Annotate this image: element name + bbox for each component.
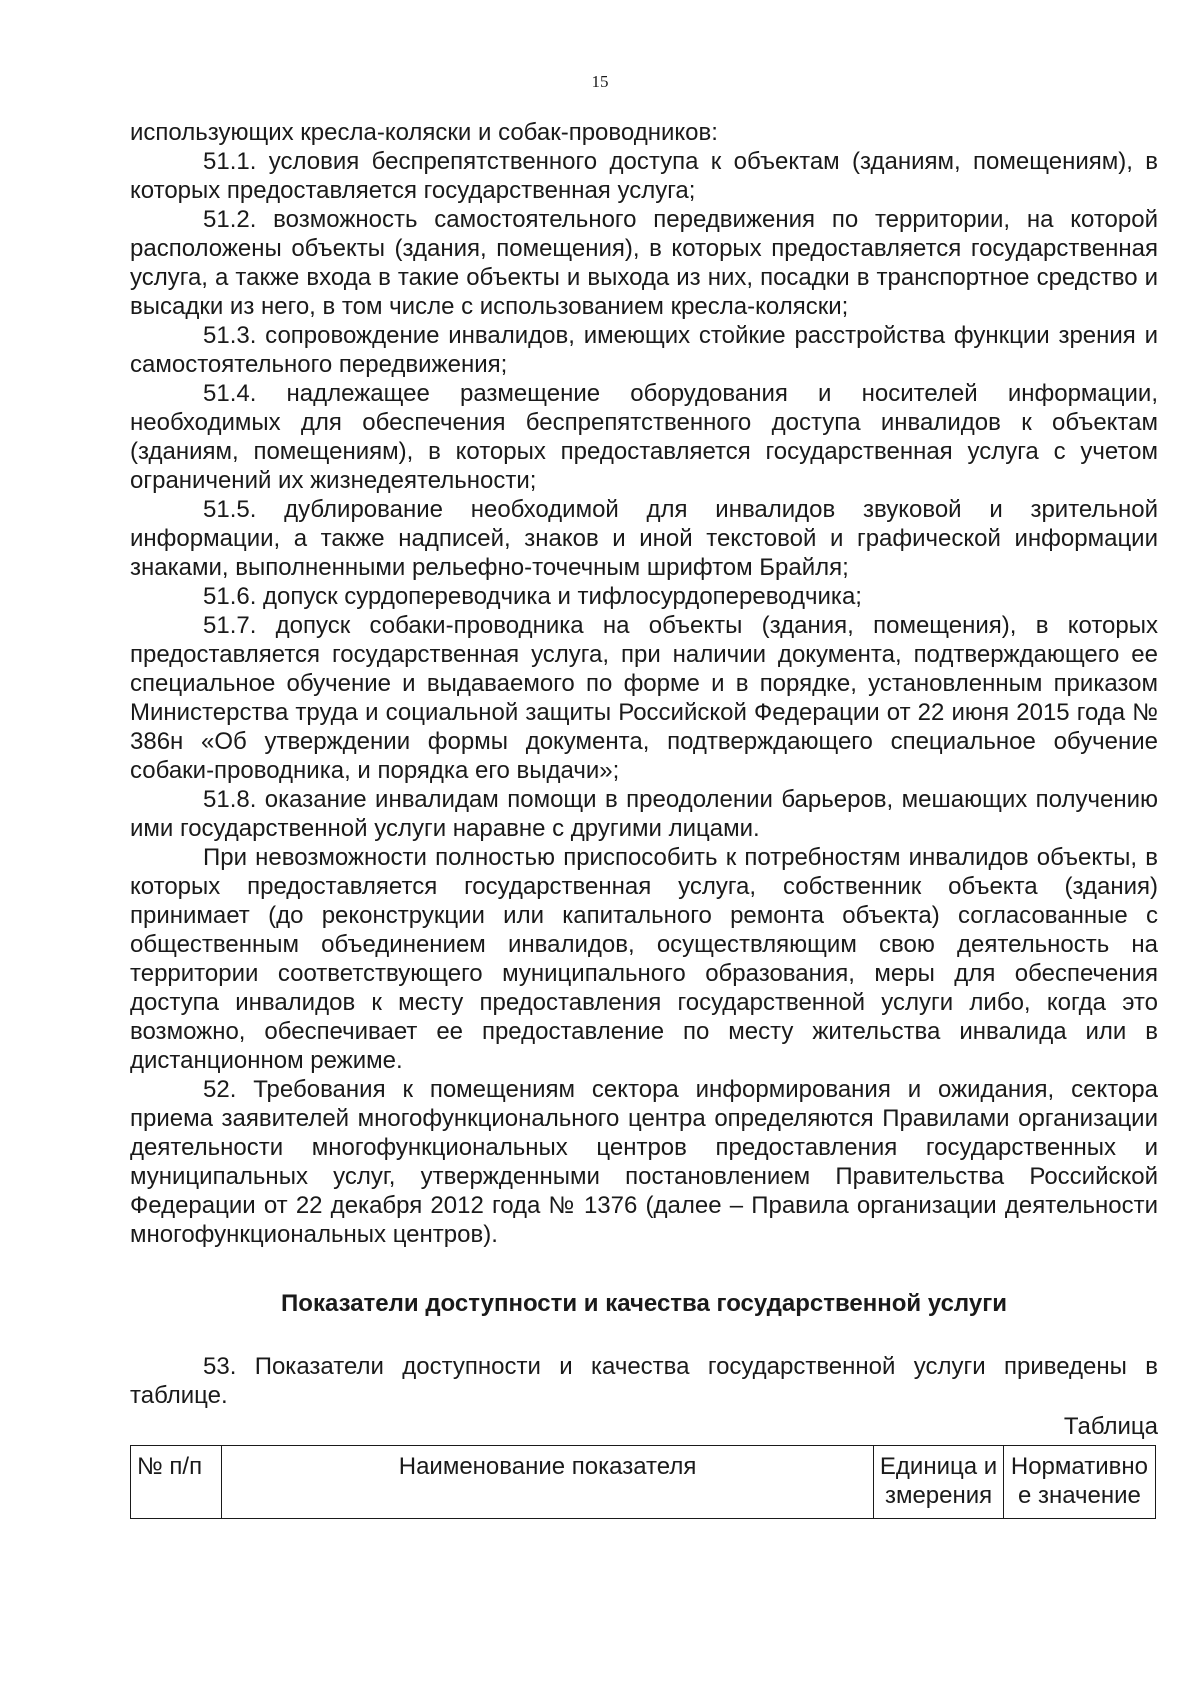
- paragraph-52: 52. Требования к помещениям сектора информирования и ожидания, сектора приема заявителей многофункционального центра определяются Правилами организации деятельности многофункциональных центров предоставления государственных и муниципальных услуг, утвержденными постановлением Правительства Российской Федерации от 22 декабря 2012 года № 1376 (далее – Правила организации деятельности многофункциональных центров).: [130, 1076, 1158, 1248]
- paragraph-51-8: 51.8. оказание инвалидам помощи в преодолении барьеров, мешающих получению ими государственной услуги наравне с другими лицами.: [130, 786, 1158, 842]
- paragraph-51-3: 51.3. сопровождение инвалидов, имеющих стойкие расстройства функции зрения и самостоятельного передвижения;: [130, 322, 1158, 378]
- header-name-label: Наименование показателя: [398, 1453, 697, 1480]
- paragraph-51-1: 51.1. условия беспрепятственного доступа к объектам (зданиям, помещениям), в которых предоставляется государственная услуга;: [130, 148, 1158, 204]
- paragraph-51-2: 51.2. возможность самостоятельного передвижения по территории, на которой расположены объекты (здания, помещения), в которых предоставляется государственная услуга, а также входа в такие объекты и выхода из них, посадки в транспортное средство и высадки из него, в том числе с использованием кресла-коляски;: [130, 206, 1158, 320]
- paragraph-accessibility-measures: При невозможности полностью приспособить к потребностям инвалидов объекты, в которых предоставляется государственная услуга, собственник объекта (здания) принимает (до реконструкции или капитального ремонта объекта) согласованные с общественным объединением инвалидов, осуществляющим свою деятельность на территории соответствующего муниципального образования, меры для обеспечения доступа инвалидов к месту предоставления государственной услуги либо, когда это возможно, обеспечивает ее предоставление по месту жительства инвалида или в дистанционном режиме.: [130, 844, 1158, 1074]
- header-unit-label: Единица измерения: [879, 1453, 998, 1509]
- page-number: 15: [591, 72, 609, 91]
- paragraph-53: 53. Показатели доступности и качества государственной услуги приведены в таблице.: [130, 1353, 1158, 1409]
- paragraph-51-6: 51.6. допуск сурдопереводчика и тифлосурдопереводчика;: [203, 583, 862, 610]
- table-caption: Таблица: [1063, 1413, 1158, 1440]
- header-norm: [1003, 1446, 1155, 1519]
- table-header-row: [131, 1446, 1156, 1519]
- paragraph-51-7: 51.7. допуск собаки-проводника на объекты (здания, помещения), в которых предоставляется государственная услуга, при наличии документа, подтверждающего ее специальное обучение и выдаваемого по форме и в порядке, установленным приказом Министерства труда и социальной защиты Российской Федерации от 22 июня 2015 года № 386н «Об утверждении формы документа, подтверждающего специальное обучение собаки-проводника, и порядка его выдачи»;: [130, 612, 1158, 784]
- header-number: [131, 1446, 222, 1519]
- document-body: [130, 118, 1158, 1519]
- paragraph-51-5: 51.5. дублирование необходимой для инвалидов звуковой и зрительной информации, а также надписей, знаков и иной текстовой и графической информации знаками, выполненными рельефно-точечным шрифтом Брайля;: [130, 496, 1158, 581]
- section-heading: Показатели доступности и качества государственной услуги: [281, 1290, 1007, 1317]
- header-name: [221, 1446, 873, 1519]
- header-unit: [874, 1446, 1004, 1519]
- header-number-label: № п/п: [137, 1453, 203, 1480]
- header-norm-label: Нормативное значение: [1010, 1453, 1148, 1509]
- paragraph-51-4: 51.4. надлежащее размещение оборудования и носителей информации, необходимых для обеспечения беспрепятственного доступа инвалидов к объектам (зданиям, помещениям), в которых предоставляется государственная услуга с учетом ограничений их жизнедеятельности;: [130, 380, 1158, 494]
- paragraph-continuation: использующих кресла-коляски и собак-проводников:: [130, 119, 718, 146]
- indicators-table: [130, 1445, 1156, 1519]
